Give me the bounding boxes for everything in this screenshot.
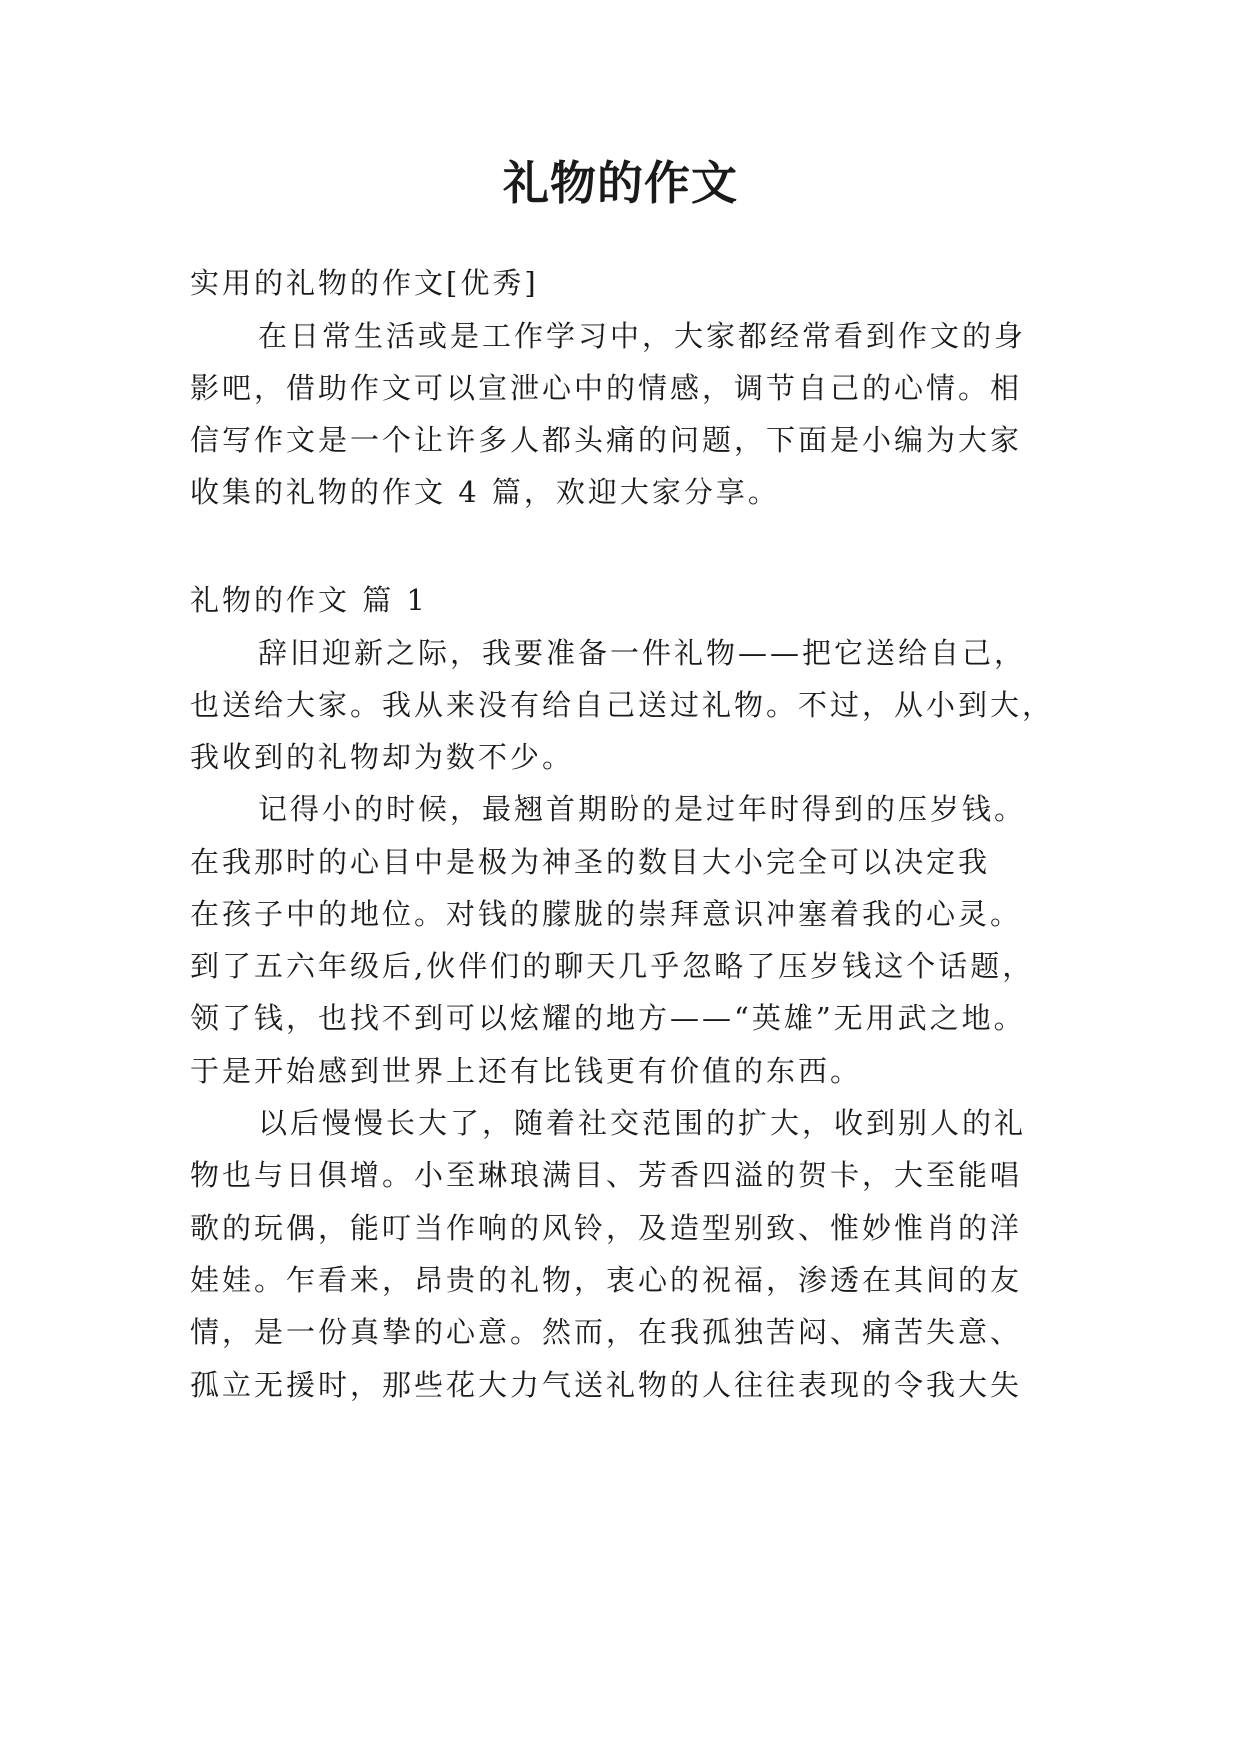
paragraph-line — [0, 1042, 1241, 1100]
line-text: 也送给大家。我从来没有给自己送过礼物。不过，从小到大， — [190, 688, 1055, 722]
line-text: 以后慢慢长大了，随着社交范围的扩大，收到别人的礼 — [258, 1106, 1027, 1140]
line-text: 领了钱，也找不到可以炫耀的地方——“英雄”无用武之地。 — [190, 1001, 1026, 1035]
document-title: 礼物的作文 — [503, 156, 738, 210]
document-subtitle — [0, 254, 1241, 312]
line-text: 在我那时的心目中是极为神圣的数目大小完全可以决定我 — [190, 845, 991, 879]
line-text: 信写作文是一个让许多人都头痛的问题，下面是小编为大家 — [190, 423, 1023, 457]
line-text: 到了五六年级后,伙伴们的聊天几乎忽略了压岁钱这个话题， — [190, 949, 1035, 983]
line-text: 影吧，借助作文可以宣泄心中的情感，调节自己的心情。相 — [190, 371, 1023, 405]
line-text: 我收到的礼物却为数不少。 — [190, 740, 575, 774]
line-text: 孤立无援时，那些花大力气送礼物的人往往表现的令我大失 — [190, 1368, 1023, 1402]
paragraph-line — [0, 780, 1241, 838]
line-text: 歌的玩偶，能叮当作响的风铃，及造型别致、惟妙惟肖的洋 — [190, 1211, 1023, 1245]
paragraph-line — [0, 359, 1241, 417]
paragraph-line — [0, 937, 1241, 995]
paragraph-line — [0, 463, 1241, 521]
line-text: 记得小的时候，最翘首期盼的是过年时得到的压岁钱。 — [258, 792, 1027, 826]
section-heading-text: 礼物的作文 篇 1 — [190, 583, 428, 617]
line-text: 在孩子中的地位。对钱的朦胧的崇拜意识冲塞着我的心灵。 — [190, 897, 1023, 931]
paragraph-line — [0, 624, 1241, 682]
line-text: 娃娃。乍看来，昂贵的礼物，衷心的祝福，渗透在其间的友 — [190, 1263, 1023, 1297]
paragraph-line — [0, 1251, 1241, 1309]
line-text: 辞旧迎新之际，我要准备一件礼物——把它送给自己， — [258, 636, 1027, 670]
subtitle-text: 实用的礼物的作文[优秀] — [190, 266, 539, 300]
paragraph-line — [0, 676, 1241, 734]
paragraph-line — [0, 885, 1241, 943]
line-text: 于是开始感到世界上还有比钱更有价值的东西。 — [190, 1054, 863, 1088]
paragraph-line — [0, 833, 1241, 891]
paragraph-line — [0, 1094, 1241, 1152]
section-heading — [0, 571, 1241, 629]
paragraph-line — [0, 1146, 1241, 1204]
paragraph-line — [0, 411, 1241, 469]
line-text: 情，是一份真挚的心意。然而，在我孤独苦闷、痛苦失意、 — [190, 1315, 1023, 1349]
line-text: 收集的礼物的作文 4 篇，欢迎大家分享。 — [190, 475, 780, 509]
paragraph-line — [0, 307, 1241, 365]
paragraph-line — [0, 728, 1241, 786]
paragraph-line — [0, 1303, 1241, 1361]
paragraph-line — [0, 1199, 1241, 1257]
line-text: 在日常生活或是工作学习中，大家都经常看到作文的身 — [258, 319, 1027, 353]
paragraph-line — [0, 989, 1241, 1047]
line-text: 物也与日俱增。小至琳琅满目、芳香四溢的贺卡，大至能唱 — [190, 1158, 1023, 1192]
paragraph-line — [0, 1356, 1241, 1414]
